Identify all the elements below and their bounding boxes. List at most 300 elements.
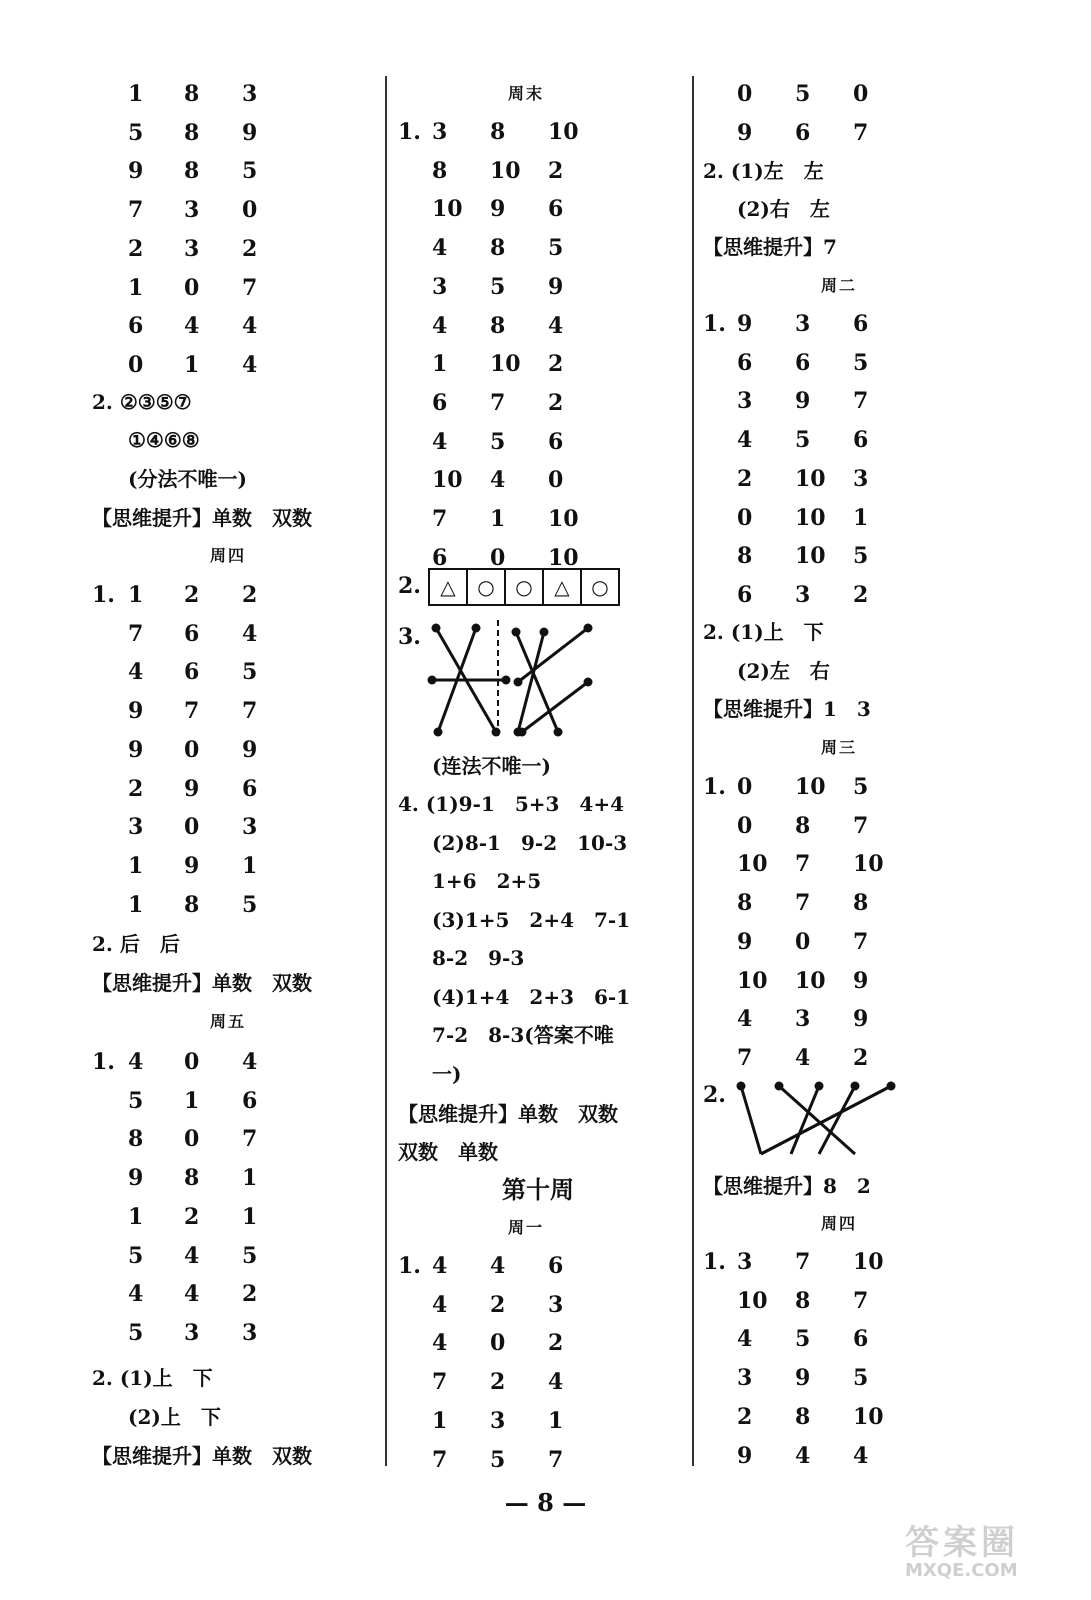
thinking-answer: 双数 单数 — [398, 1140, 498, 1164]
q4-line: 4. (1)9-1 5+3 4+4 — [398, 792, 624, 816]
shape-box: ○ — [468, 570, 506, 604]
answer-row — [398, 501, 658, 537]
answer-cell: 3 — [795, 1006, 811, 1033]
answer-cell: 2 — [242, 582, 258, 608]
answer-cell: 4 — [795, 1442, 811, 1469]
answer-cell: 2 — [737, 1403, 753, 1430]
column-divider — [692, 76, 694, 1466]
answer-row — [703, 769, 963, 805]
answer-cell: 4 — [795, 1044, 811, 1071]
answer-row — [92, 270, 352, 306]
question-number: 3. — [398, 624, 421, 650]
answer-row — [398, 346, 658, 382]
connection-dot — [518, 728, 527, 737]
answer-cell: 9 — [795, 388, 811, 415]
answer-cell: 7 — [548, 1446, 564, 1473]
answer-cell: 2 — [548, 1330, 564, 1357]
q2-boxes-row — [398, 568, 658, 604]
answer-row — [398, 153, 658, 189]
question-number: 1. — [703, 774, 726, 800]
answer-cell: 9 — [184, 852, 200, 879]
answer-cell: 2 — [737, 465, 753, 492]
answer-row — [703, 1040, 963, 1076]
answer-cell: 10 — [795, 543, 826, 570]
answer-cell: 6 — [548, 1253, 564, 1279]
answer-cell: 2 — [548, 389, 564, 416]
answer-cell: 8 — [184, 119, 200, 146]
connection-dot — [428, 676, 437, 685]
answer-row — [398, 1248, 658, 1284]
answer-cell: 3 — [737, 1365, 753, 1392]
section-header: 周三 — [821, 738, 858, 757]
answer-row — [92, 693, 352, 729]
answer-cell: 3 — [184, 1319, 200, 1346]
answer-cell: 3 — [490, 1407, 506, 1434]
thinking-answer: 【思维提升】单数 双数 — [92, 971, 312, 995]
q4-line: (4)1+4 2+3 6-1 — [432, 984, 631, 1009]
answer-row — [703, 500, 963, 536]
answer-cell: 5 — [795, 1326, 811, 1353]
answer-cell: 4 — [242, 313, 258, 340]
answer-cell: 7 — [795, 1249, 811, 1275]
answer-cell: 5 — [490, 1446, 506, 1473]
answer-cell: 1 — [128, 1203, 144, 1230]
question-answer: 2. (1)左 左 — [703, 159, 824, 183]
answer-cell: 7 — [853, 928, 869, 955]
answer-row — [92, 809, 352, 845]
answer-row — [92, 308, 352, 344]
answer-cell: 3 — [242, 1319, 258, 1346]
answer-row — [703, 1001, 963, 1037]
answer-row — [92, 1121, 352, 1157]
answer-row — [703, 538, 963, 574]
answer-cell: 7 — [128, 620, 144, 647]
answer-row — [703, 1321, 963, 1357]
answer-cell: 1 — [184, 1087, 200, 1114]
answer-row — [398, 385, 658, 421]
answer-cell: 4 — [737, 1006, 753, 1033]
circled-numbers: ①④⑥⑧ — [128, 428, 200, 452]
q4-line: (2)8-1 9-2 10-3 — [432, 830, 628, 855]
answer-cell: 3 — [737, 1249, 753, 1275]
section-header: 周四 — [821, 1214, 858, 1233]
answer-cell: 8 — [128, 1126, 144, 1153]
answer-row — [92, 231, 352, 267]
answer-cell: 2 — [548, 157, 564, 184]
shape-box: △ — [544, 570, 582, 604]
answer-cell: 1 — [242, 1165, 258, 1192]
answer-cell: 8 — [737, 543, 753, 570]
answer-cell: 2 — [242, 1281, 258, 1308]
answer-cell: 6 — [737, 349, 753, 376]
answer-cell: 0 — [184, 274, 200, 301]
answer-cell: 0 — [242, 197, 258, 224]
answer-cell: 6 — [548, 428, 564, 455]
question-answer: 2. 后 后 — [92, 932, 180, 956]
answer-row — [703, 1438, 963, 1474]
answer-cell: 8 — [490, 235, 506, 262]
answer-cell: 4 — [242, 351, 258, 378]
answer-row — [92, 1315, 352, 1351]
answer-cell: 10 — [490, 351, 521, 378]
answer-cell: 10 — [795, 967, 826, 994]
answer-row — [92, 887, 352, 923]
answer-cell: 1 — [128, 274, 144, 301]
answer-row — [398, 269, 658, 305]
answer-cell: 7 — [432, 1369, 448, 1396]
answer-cell: 5 — [795, 427, 811, 454]
answer-cell: 5 — [853, 774, 869, 800]
answer-cell: 4 — [432, 312, 448, 339]
answer-cell: 6 — [853, 1326, 869, 1353]
section-header: 周二 — [821, 276, 858, 295]
answer-cell: 7 — [853, 812, 869, 839]
answer-cell: 7 — [490, 389, 506, 416]
answer-row — [703, 1283, 963, 1319]
answer-row — [703, 924, 963, 960]
answer-cell: 8 — [184, 1165, 200, 1192]
q4-line: 7-2 8-3(答案不唯 — [432, 1023, 614, 1047]
answer-cell: 4 — [242, 1049, 258, 1075]
note: (分法不唯一) — [128, 467, 247, 491]
answer-row — [703, 1360, 963, 1396]
thinking-answer: 【思维提升】单数 双数 — [92, 506, 312, 530]
answer-cell: 8 — [490, 312, 506, 339]
answer-cell: 5 — [490, 273, 506, 300]
answer-cell: 10 — [795, 774, 826, 800]
answer-cell: 5 — [242, 158, 258, 185]
answer-cell: 2 — [853, 1044, 869, 1071]
answer-cell: 1 — [128, 852, 144, 879]
answer-cell: 0 — [184, 736, 200, 763]
answer-cell: 7 — [242, 698, 258, 725]
connection-dot — [432, 624, 441, 633]
answer-cell: 4 — [128, 1281, 144, 1308]
answer-cell: 9 — [548, 273, 564, 300]
section-header: 周一 — [508, 1218, 545, 1237]
connection-dot — [472, 624, 481, 633]
answer-cell: 2 — [184, 1203, 200, 1230]
answer-row — [92, 347, 352, 383]
answer-cell: 0 — [737, 812, 753, 839]
answer-row — [92, 654, 352, 690]
question-number: 2. — [92, 390, 120, 414]
answer-cell: 5 — [128, 1087, 144, 1114]
answer-cell: 4 — [128, 1049, 144, 1075]
answer-cell: 6 — [795, 349, 811, 376]
answer-row — [703, 963, 963, 999]
column-3 — [703, 72, 993, 1472]
answer-cell: 1 — [242, 1203, 258, 1230]
question-number: 1. — [92, 582, 115, 608]
answer-cell: 3 — [795, 311, 811, 337]
answer-cell: 0 — [853, 81, 869, 107]
answer-row — [398, 1442, 658, 1478]
connection-dot — [584, 678, 593, 687]
answer-cell: 10 — [795, 465, 826, 492]
answer-row — [398, 1364, 658, 1400]
answer-cell: 8 — [490, 119, 506, 145]
answer-cell: 1 — [128, 582, 144, 608]
answer-row — [92, 848, 352, 884]
answer-cell: 5 — [242, 659, 258, 686]
answer-cell: 7 — [432, 506, 448, 532]
answer-cell: 3 — [242, 814, 258, 841]
answer-cell: 3 — [795, 581, 811, 608]
q2-star-diagram — [703, 1078, 903, 1168]
answer-cell: 0 — [490, 1330, 506, 1357]
answer-cell: 7 — [795, 851, 811, 878]
answer-cell: 4 — [853, 1442, 869, 1469]
answer-cell: 2 — [490, 1291, 506, 1318]
answer-cell: 6 — [548, 196, 564, 223]
answer-cell: 6 — [853, 311, 869, 337]
answer-cell: 8 — [795, 1403, 811, 1430]
answer-cell: 7 — [432, 1446, 448, 1473]
answer-cell: 10 — [737, 1287, 768, 1314]
answer-cell: 3 — [432, 119, 448, 145]
answer-row — [398, 191, 658, 227]
connection-dot — [584, 624, 593, 633]
q4-line: 一) — [432, 1061, 462, 1086]
answer-cell: 7 — [737, 1044, 753, 1071]
answer-row — [703, 76, 963, 112]
page-number: — 8 — — [504, 1488, 587, 1517]
connection-lines — [731, 1078, 901, 1168]
answer-cell: 10 — [490, 157, 521, 184]
q4-line: 8-2 9-3 — [432, 946, 525, 970]
answer-cell: 10 — [737, 851, 768, 878]
answer-row — [398, 424, 658, 460]
connection-dot — [502, 676, 511, 685]
answer-cell: 6 — [128, 313, 144, 340]
answer-cell: 8 — [795, 812, 811, 839]
answer-cell: 4 — [128, 659, 144, 686]
answer-cell: 8 — [184, 891, 200, 918]
question-number: 1. — [703, 311, 726, 337]
answer-cell: 7 — [853, 1287, 869, 1314]
answer-cell: 4 — [737, 427, 753, 454]
answer-cell: 1 — [853, 504, 869, 531]
answer-cell: 8 — [737, 890, 753, 917]
answer-cell: 9 — [128, 158, 144, 185]
connection-dot — [887, 1082, 896, 1091]
answer-cell: 7 — [184, 698, 200, 725]
answer-cell: 7 — [853, 388, 869, 415]
q4-line: 1+6 2+5 — [432, 869, 542, 893]
answer-cell: 9 — [242, 119, 258, 146]
answer-cell: 3 — [432, 273, 448, 300]
answer-cell: 10 — [432, 196, 463, 223]
thinking-answer: 【思维提升】1 3 — [703, 697, 871, 721]
column-divider — [385, 76, 387, 1466]
answer-cell: 4 — [432, 428, 448, 455]
answer-cell: 8 — [184, 158, 200, 185]
answer-cell: 4 — [432, 1330, 448, 1357]
answer-cell: 5 — [548, 235, 564, 262]
answer-cell: 0 — [184, 814, 200, 841]
answer-cell: 10 — [795, 504, 826, 531]
shape-boxes — [428, 568, 620, 606]
answer-row — [398, 230, 658, 266]
answer-row — [703, 115, 963, 151]
answer-cell: 9 — [128, 736, 144, 763]
connection-dot — [434, 728, 443, 737]
answer-cell: 6 — [242, 775, 258, 802]
answer-cell: 9 — [853, 1006, 869, 1033]
answer-cell: 3 — [128, 814, 144, 841]
answer-cell: 2 — [128, 235, 144, 262]
answer-cell: 8 — [184, 81, 200, 107]
answer-cell: 3 — [242, 81, 258, 107]
column-2 — [398, 72, 683, 1472]
section-header: 周四 — [210, 546, 247, 565]
answer-cell: 10 — [548, 544, 579, 571]
answer-cell: 1 — [128, 891, 144, 918]
answer-cell: 9 — [795, 1365, 811, 1392]
shape-box: ○ — [591, 575, 609, 599]
answer-cell: 8 — [795, 1287, 811, 1314]
week-title: 第十周 — [502, 1175, 574, 1204]
answer-cell: 10 — [548, 119, 579, 145]
question-number: 2. — [398, 573, 421, 599]
answer-cell: 1 — [432, 351, 448, 378]
thinking-answer: 【思维提升】8 2 — [703, 1174, 871, 1198]
thinking-answer: 【思维提升】7 — [703, 235, 837, 259]
answer-cell: 10 — [432, 467, 463, 494]
answer-cell: 0 — [184, 1126, 200, 1153]
answer-row — [92, 577, 352, 613]
answer-cell: 9 — [128, 698, 144, 725]
answer-cell: 5 — [853, 543, 869, 570]
answer-cell: 4 — [432, 1253, 448, 1279]
answer-row — [398, 1403, 658, 1439]
answer-cell: 8 — [432, 157, 448, 184]
connection-dot — [737, 1082, 746, 1091]
question-answer: (2)左 右 — [737, 659, 830, 683]
answer-cell: 6 — [242, 1087, 258, 1114]
watermark-text: 答案圈 — [905, 1523, 1019, 1563]
answer-cell: 7 — [795, 890, 811, 917]
answer-row — [92, 771, 352, 807]
answer-row — [92, 1238, 352, 1274]
answer-cell: 0 — [737, 774, 753, 800]
answer-cell: 2 — [853, 581, 869, 608]
answer-cell: 0 — [737, 504, 753, 531]
answer-cell: 1 — [548, 1407, 564, 1434]
answer-cell: 10 — [853, 1249, 884, 1275]
answer-cell: 4 — [184, 1242, 200, 1269]
answer-row — [92, 616, 352, 652]
answer-cell: 2 — [490, 1369, 506, 1396]
answer-cell: 2 — [242, 235, 258, 262]
answer-row — [92, 1276, 352, 1312]
answer-cell: 1 — [128, 81, 144, 107]
answer-cell: 1 — [242, 852, 258, 879]
answer-row — [703, 383, 963, 419]
answer-cell: 7 — [242, 1126, 258, 1153]
section-header: 周末 — [508, 84, 545, 103]
question-answer: (2)上 下 — [128, 1405, 221, 1429]
answer-cell: 3 — [548, 1291, 564, 1318]
answer-row — [703, 577, 963, 613]
connection-dot — [512, 628, 521, 637]
answer-cell: 5 — [242, 891, 258, 918]
answer-cell: 4 — [490, 1253, 506, 1279]
answer-cell: 4 — [548, 1369, 564, 1396]
answer-cell: 6 — [737, 581, 753, 608]
answer-cell: 8 — [853, 890, 869, 917]
answer-cell: 9 — [853, 967, 869, 994]
watermark: 答案圈 MXQE.COM — [905, 1515, 1019, 1581]
answer-row — [703, 422, 963, 458]
answer-cell: 3 — [184, 235, 200, 262]
answer-cell: 9 — [737, 1442, 753, 1469]
question-answer: 2. (1)上 下 — [92, 1366, 213, 1390]
answer-cell: 10 — [737, 967, 768, 994]
answer-row — [398, 462, 658, 498]
answer-cell: 6 — [432, 389, 448, 416]
answer-cell: 0 — [795, 928, 811, 955]
answer-row — [92, 153, 352, 189]
answer-cell: 4 — [490, 467, 506, 494]
answer-cell: 5 — [853, 349, 869, 376]
answer-cell: 4 — [184, 313, 200, 340]
column-1 — [92, 72, 372, 1472]
answer-cell: 0 — [184, 1049, 200, 1075]
answer-cell: 0 — [128, 351, 144, 378]
question-number: 1. — [703, 1249, 726, 1275]
question-number: 1. — [92, 1049, 115, 1075]
answer-cell: 5 — [490, 428, 506, 455]
answer-cell: 9 — [490, 196, 506, 223]
q4-line: (3)1+5 2+4 7-1 — [432, 907, 631, 932]
answer-cell: 9 — [737, 311, 753, 337]
answer-cell: 5 — [242, 1242, 258, 1269]
answer-cell: 0 — [548, 467, 564, 494]
answer-cell: 7 — [128, 197, 144, 224]
connection-lines — [426, 620, 606, 740]
answer-cell: 9 — [128, 1165, 144, 1192]
answer-cell: 7 — [242, 274, 258, 301]
answer-cell: 1 — [184, 351, 200, 378]
question-number: 1. — [398, 1253, 421, 1279]
answer-row — [92, 1160, 352, 1196]
answer-row — [703, 345, 963, 381]
answer-cell: 6 — [432, 544, 448, 571]
answer-cell: 4 — [242, 620, 258, 647]
answer-row — [398, 114, 658, 150]
thinking-answer: 【思维提升】单数 双数 — [92, 1444, 312, 1468]
answer-row — [92, 1083, 352, 1119]
answer-cell: 6 — [184, 620, 200, 647]
q3-diagram — [398, 620, 598, 740]
connection-dot — [815, 1082, 824, 1091]
answer-cell: 10 — [853, 851, 884, 878]
answer-cell: 5 — [128, 1319, 144, 1346]
answer-cell: 10 — [853, 1403, 884, 1430]
answer-row — [703, 885, 963, 921]
section-header: 周五 — [210, 1012, 247, 1031]
connection-line — [741, 1086, 761, 1154]
answer-cell: 6 — [853, 427, 869, 454]
answer-cell: 5 — [128, 119, 144, 146]
answer-cell: 3 — [184, 197, 200, 224]
answer-cell: 4 — [548, 312, 564, 339]
answer-cell: 2 — [548, 351, 564, 378]
answer-cell: 1 — [432, 1407, 448, 1434]
answer-cell: 4 — [432, 235, 448, 262]
